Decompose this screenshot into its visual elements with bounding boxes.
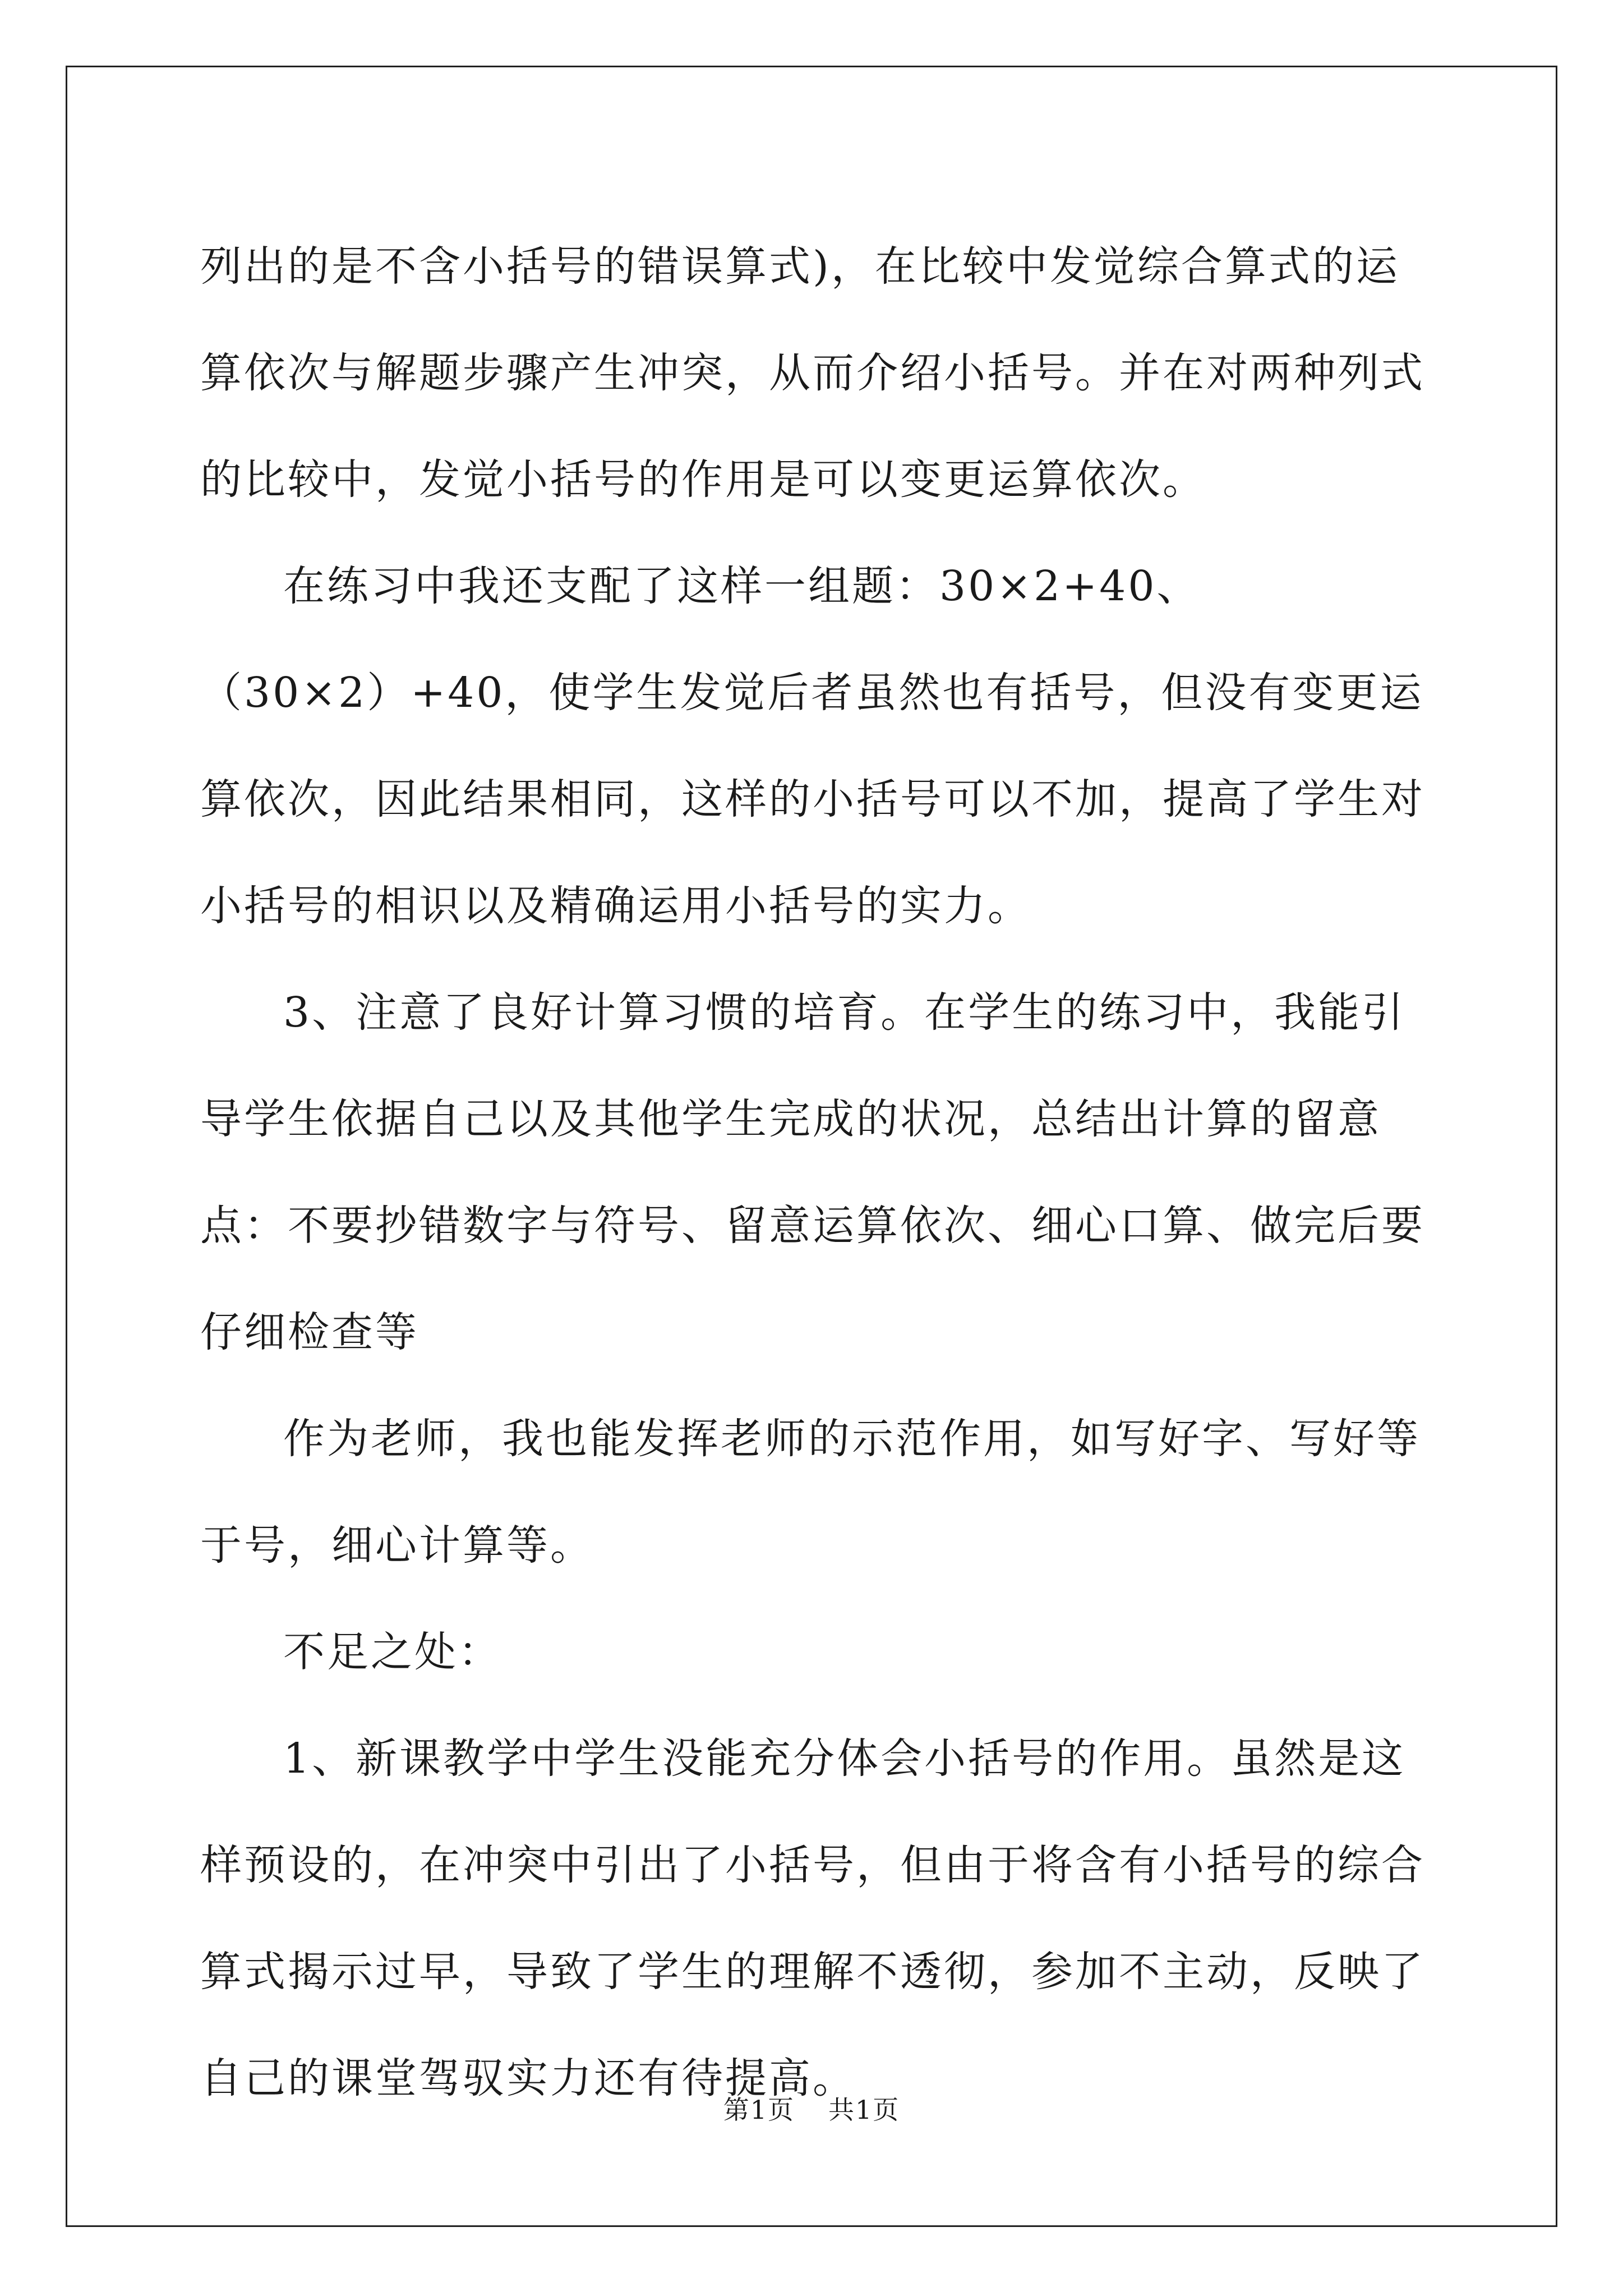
page-number-total: 共1页: [828, 2095, 900, 2125]
paragraph-3: 3、注意了良好计算习惯的培育。在学生的练习中，我能引导学生依据自己以及其他学生完成的状况，总结出计算的留意点：不要抄错数字与符号、留意运算依次、细心口算、做完后要仔细检查等: [200, 988, 1425, 1356]
paragraph-1: 列出的是不含小括号的错误算式)，在比较中发觉综合算式的运算依次与解题步骤产生冲突，从而介绍小括号。并在对两种列式的比较中，发觉小括号的作用是可以变更运算依次。: [200, 242, 1425, 504]
paragraph-5: 不足之处：: [283, 1628, 502, 1676]
paragraph-6: 1、新课教学中学生没能充分体会小括号的作用。虽然是这样预设的，在冲突中引出了小括号，但由于将含有小括号的综合算式揭示过早，导致了学生的理解不透彻，参加不主动，反映了自己的课堂驾驭实力还有待提高。: [200, 1734, 1425, 2102]
document-body: [200, 213, 1428, 2132]
page-footer: [0, 2090, 1623, 2127]
paragraph-4: 作为老师，我也能发挥老师的示范作用，如写好字、写好等于号，细心计算等。: [200, 1415, 1421, 1570]
paragraph-2: 在练习中我还支配了这样一组题：30×2+40、（30×2）+40，使学生发觉后者虽然也有括号，但没有变更运算依次，因此结果相同，这样的小括号可以不加，提高了学生对小括号的相识以及精确运用小括号的实力。: [200, 562, 1425, 930]
page-number-current: 第1页: [723, 2095, 795, 2125]
